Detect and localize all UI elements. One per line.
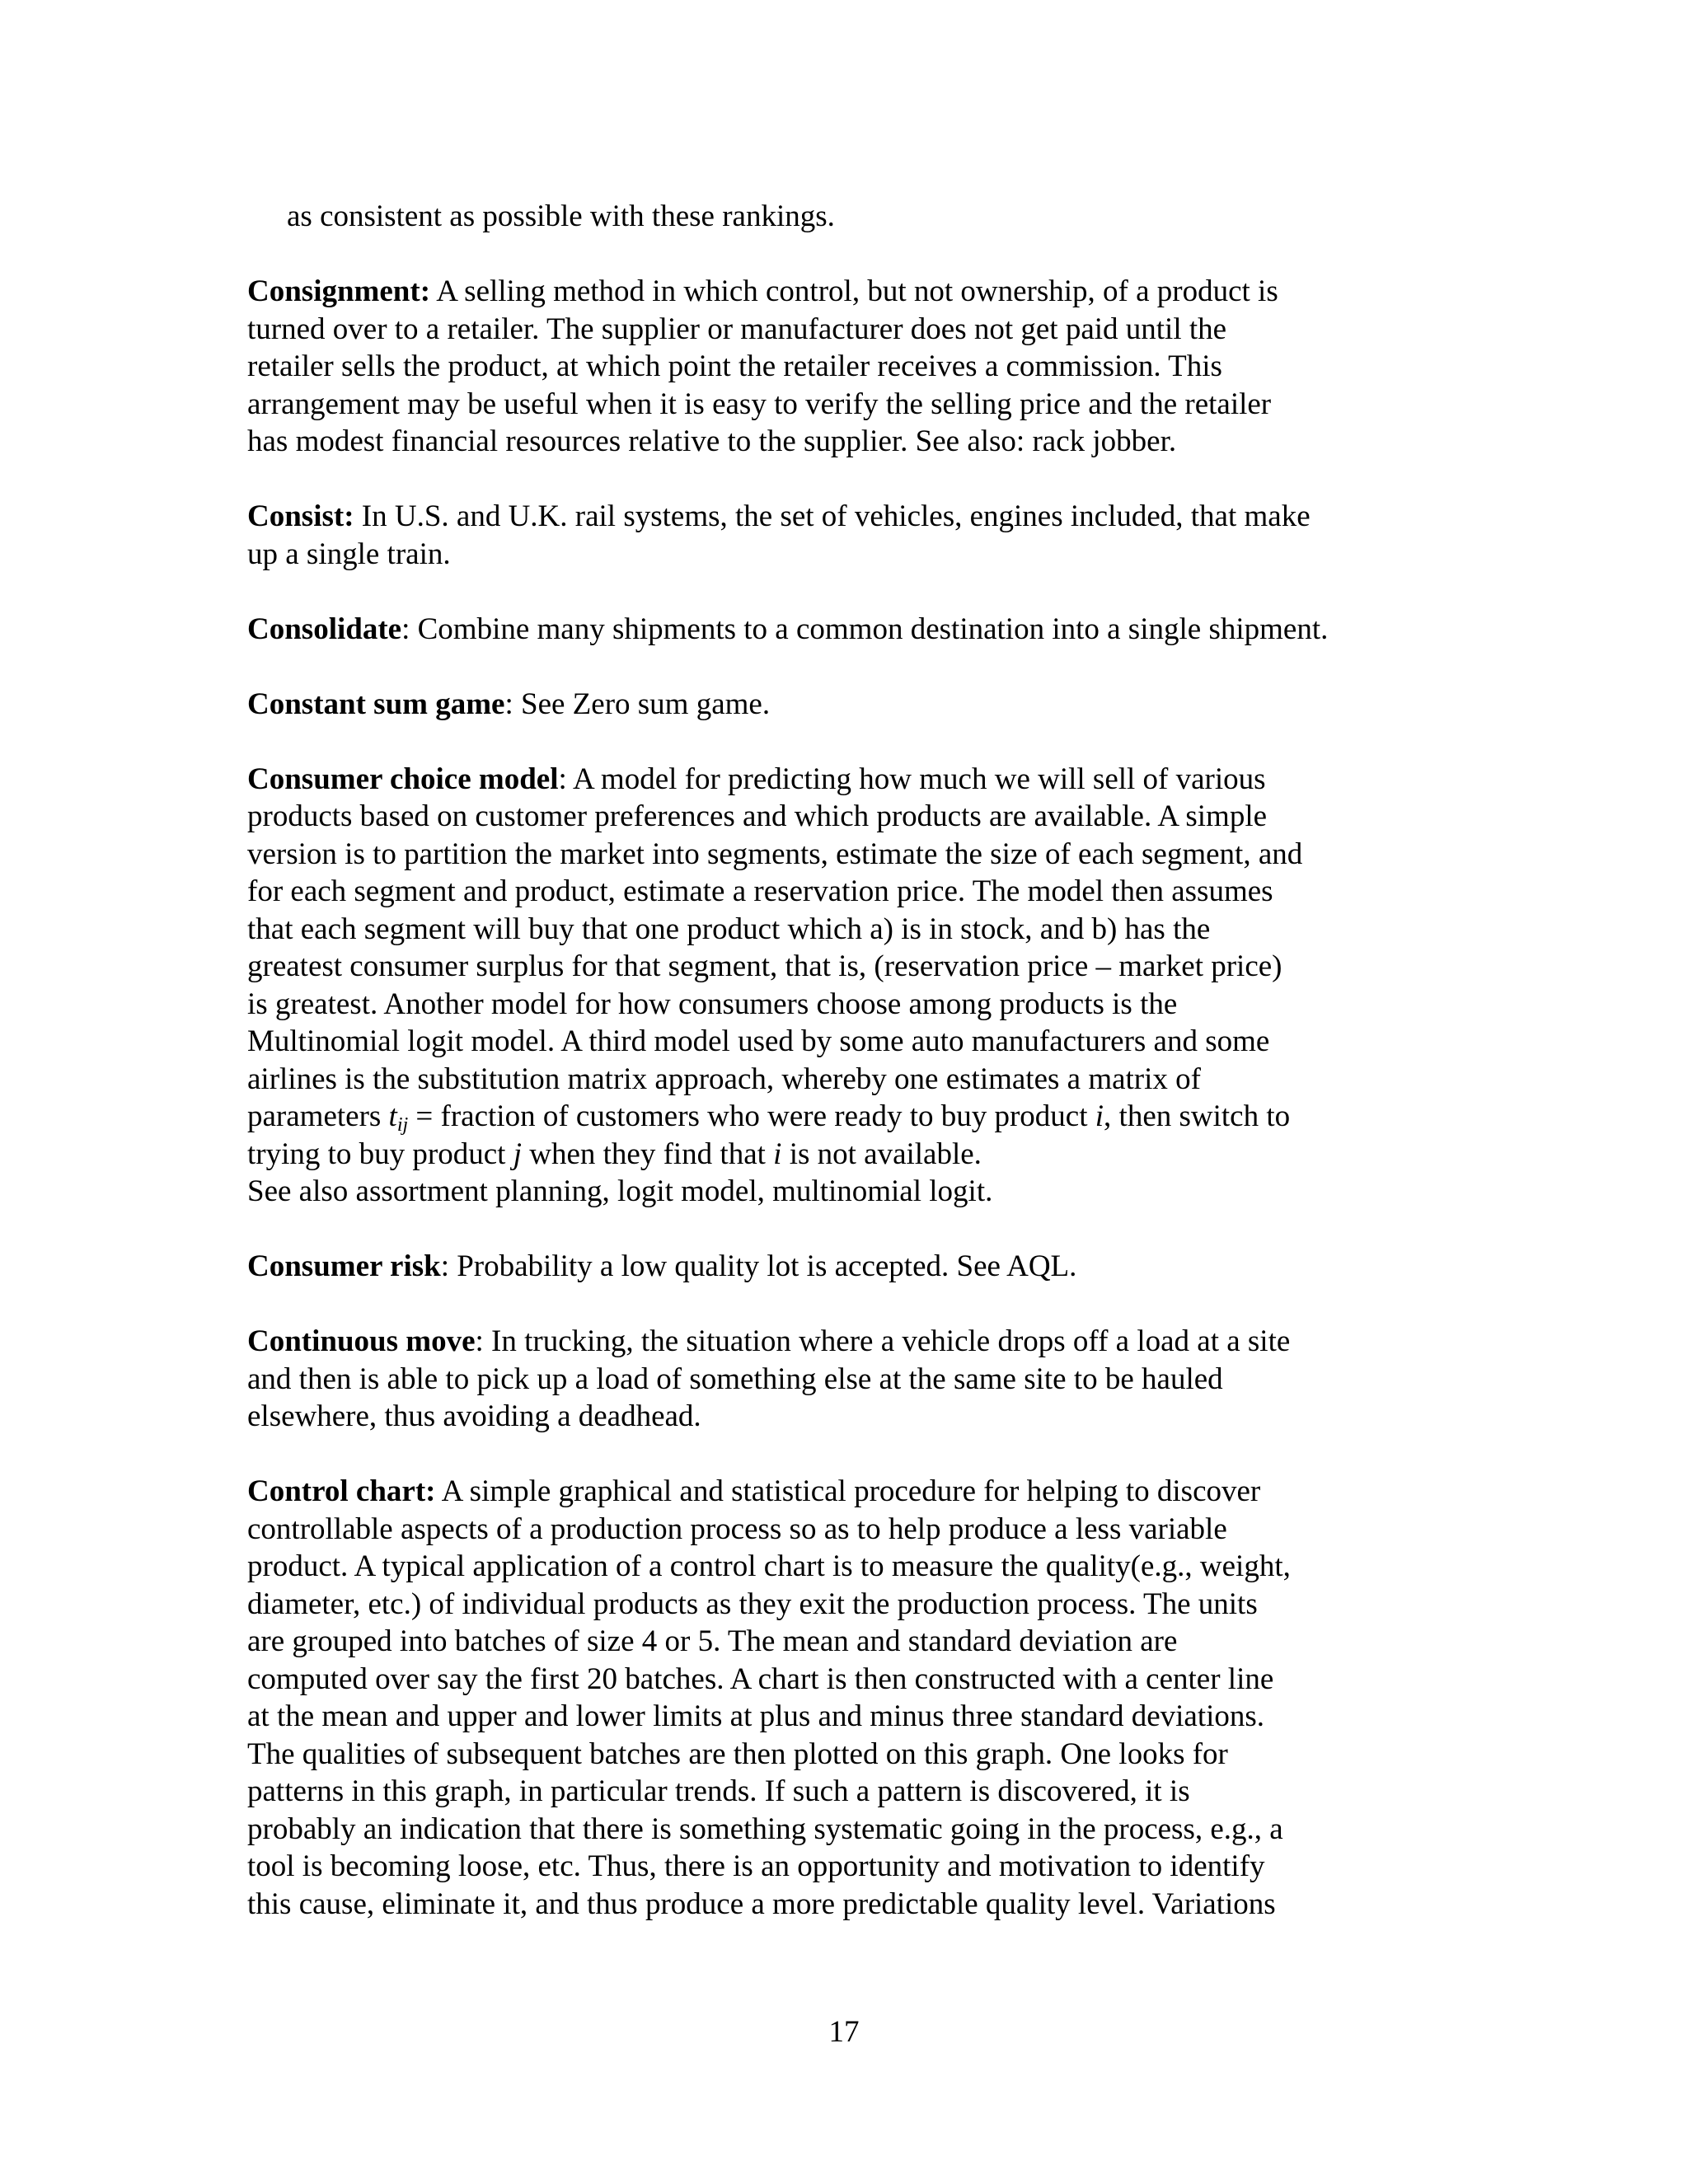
term-consignment: Consignment:	[247, 274, 431, 308]
entry-control-chart	[247, 1473, 1442, 1923]
entry-consignment	[247, 273, 1442, 461]
glossary-page-body	[247, 198, 1442, 1961]
definition-line: retailer sells the product, at which point the retailer receives a commission. This	[247, 349, 1222, 383]
definition-text: : See Zero sum game.	[504, 687, 771, 721]
definition-line: this cause, eliminate it, and thus produce a more predictable quality level. Variations	[247, 1886, 1276, 1921]
continuation-line: as consistent as possible with these rankings.	[287, 199, 835, 233]
definition-text: when they find that	[521, 1137, 774, 1171]
definition-text: , then switch to	[1104, 1099, 1291, 1133]
definition-line: probably an indication that there is something systematic going in the process, e.g., a	[247, 1811, 1283, 1846]
entry-first-line	[247, 611, 1442, 649]
definition-line: Multinomial logit model. A third model used by some auto manufacturers and some	[247, 1024, 1270, 1058]
entry-consumer-risk	[247, 1248, 1442, 1286]
definition-line: and then is able to pick up a load of something else at the same site to be hauled	[247, 1361, 1223, 1396]
term-control-chart: Control chart:	[247, 1474, 436, 1508]
definition-text: : Combine many shipments to a common destination into a single shipment.	[401, 612, 1329, 646]
term-consolidate: Consolidate	[247, 612, 402, 646]
definition-line: at the mean and upper and lower limits at plus and minus three standard deviations.	[247, 1699, 1265, 1733]
entry-first-line	[247, 686, 1442, 724]
definition-line: airlines is the substitution matrix approach, whereby one estimates a matrix of	[247, 1062, 1201, 1096]
entry-first-line	[247, 1323, 1442, 1361]
parameters-line	[247, 1098, 1442, 1136]
entry-consist	[247, 498, 1442, 573]
definition-line: is greatest. Another model for how consumers choose among products is the	[247, 987, 1178, 1021]
definition-text: parameters	[247, 1099, 389, 1133]
definition-line: up a single train.	[247, 537, 451, 571]
term-continuous-move: Continuous move	[247, 1324, 476, 1358]
variable-j: j	[513, 1137, 522, 1171]
definition-line: tool is becoming loose, etc. Thus, there is an opportunity and motivation to identify	[247, 1849, 1265, 1883]
variable-t: t	[388, 1099, 397, 1133]
definition-line: for each segment and product, estimate a reservation price. The model then assumes	[247, 874, 1273, 908]
definition-text: : In trucking, the situation where a vehicle drops off a load at a site	[475, 1324, 1291, 1358]
entry-first-line	[247, 761, 1442, 799]
definition-line: products based on customer preferences and which products are available. A simple	[247, 799, 1268, 833]
entry-constant-sum-game	[247, 686, 1442, 724]
entry-first-line	[247, 1248, 1442, 1286]
trying-line	[247, 1136, 1442, 1174]
definition-line: The qualities of subsequent batches are then plotted on this graph. One looks for	[247, 1736, 1228, 1771]
definition-line: that each segment will buy that one product which a) is in stock, and b) has the	[247, 912, 1211, 946]
term-consumer-choice-model: Consumer choice model	[247, 762, 559, 796]
entry-consumer-choice-model	[247, 761, 1442, 1211]
definition-text: is not available.	[781, 1137, 982, 1171]
definition-line: turned over to a retailer. The supplier or manufacturer does not get paid until the	[247, 312, 1227, 346]
definition-text: trying to buy product	[247, 1137, 513, 1171]
definition-line: patterns in this graph, in particular trends. If such a pattern is discovered, it is	[247, 1774, 1190, 1808]
definition-text: In U.S. and U.K. rail systems, the set of vehicles, engines included, that make	[354, 499, 1311, 533]
definition-text: : A model for predicting how much we will sell of various	[558, 762, 1266, 796]
definition-line: version is to partition the market into segments, estimate the size of each segment, and	[247, 837, 1303, 871]
subscript-ij: ij	[396, 1114, 409, 1136]
definition-line: has modest financial resources relative to the supplier. See also: rack jobber.	[247, 424, 1177, 458]
term-constant-sum-game: Constant sum game	[247, 687, 505, 721]
definition-line: are grouped into batches of size 4 or 5. The mean and standard deviation are	[247, 1624, 1178, 1658]
see-also-line: See also assortment planning, logit model, multinomial logit.	[247, 1174, 993, 1208]
term-consumer-risk: Consumer risk	[247, 1249, 441, 1283]
entry-first-line	[247, 1473, 1442, 1511]
definition-text: : Probability a low quality lot is accepted. See AQL.	[440, 1249, 1077, 1283]
page-number: 17	[828, 2015, 860, 2049]
definition-line: greatest consumer surplus for that segment, that is, (reservation price – market price)	[247, 949, 1282, 983]
entry-first-line	[247, 273, 1442, 311]
definition-line: arrangement may be useful when it is easy to verify the selling price and the retailer	[247, 387, 1272, 421]
definition-line: diameter, etc.) of individual products as they exit the production process. The units	[247, 1586, 1258, 1621]
definition-line: controllable aspects of a production process so as to help produce a less variable	[247, 1511, 1227, 1546]
variable-i: i	[773, 1137, 782, 1171]
definition-line: product. A typical application of a control chart is to measure the quality(e.g., weight,	[247, 1549, 1291, 1583]
definition-line: computed over say the first 20 batches. A chart is then constructed with a center line	[247, 1661, 1274, 1696]
entry-continuous-move	[247, 1323, 1442, 1436]
definition-line: elsewhere, thus avoiding a deadhead.	[247, 1399, 701, 1433]
definition-text: A selling method in which control, but not ownership, of a product is	[430, 274, 1278, 308]
entry-first-line	[247, 498, 1442, 536]
previous-entry-continuation	[247, 198, 1442, 236]
variable-i: i	[1095, 1099, 1104, 1133]
term-consist: Consist:	[247, 499, 354, 533]
entry-consolidate	[247, 611, 1442, 649]
definition-text: = fraction of customers who were ready to buy product	[408, 1099, 1095, 1133]
definition-text: A simple graphical and statistical procedure for helping to discover	[435, 1474, 1261, 1508]
